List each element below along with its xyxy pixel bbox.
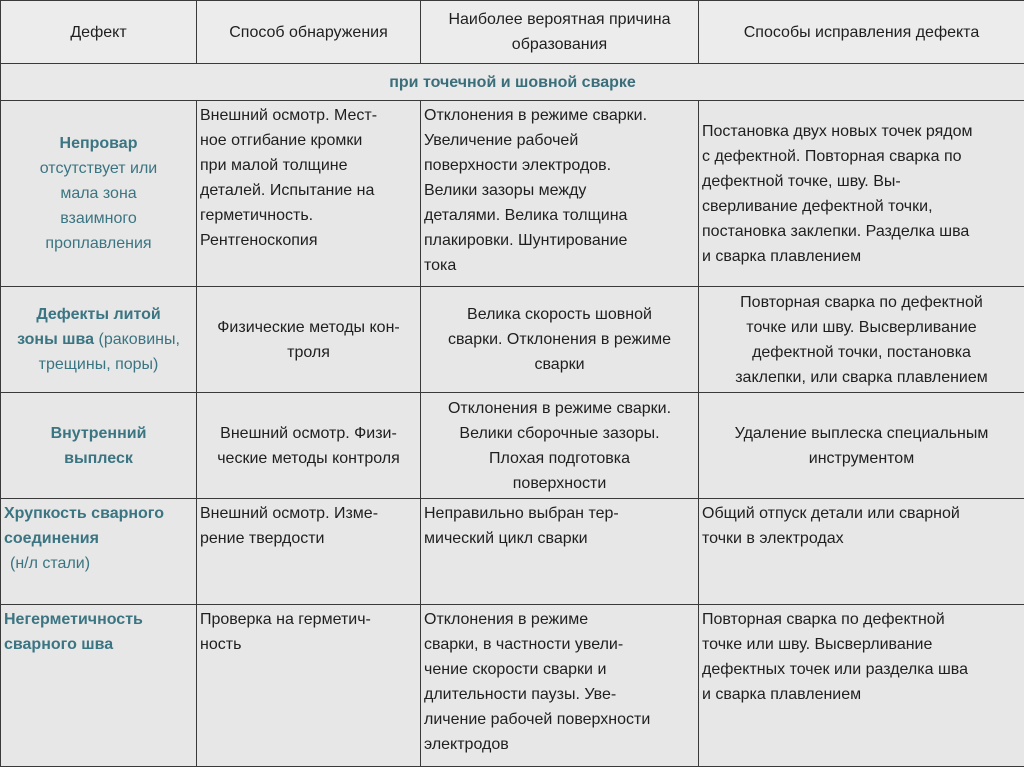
cause-cell: Отклонения в режиме сварки. Увеличение рабочей поверхности электродов. Велики зазоры между деталями. Велика толщина плакировки. Шунтирование тока [421, 101, 699, 287]
fix-cell: Повторная сварка по дефектной точке или шву. Высверливание дефектных точек или разделка шва и сварка плавлением [699, 605, 1024, 767]
header-fix: Способы исправления дефекта [699, 1, 1024, 64]
fix-cell: Повторная сварка по дефектной точке или шву. Высверливание дефектной точки, постановка заклепки, или сварка плавлением [699, 287, 1024, 393]
defect-cell [1, 605, 197, 767]
header-cause: Наиболее вероятная причина образования [421, 1, 699, 64]
table-row [1, 393, 1024, 499]
cause-cell: Неправильно выбран тер- мический цикл сварки [421, 499, 699, 605]
detection-cell: Физические методы кон- троля [197, 287, 421, 393]
fix-cell: Удаление выплеска специальным инструментом [699, 393, 1024, 499]
cause-cell: Велика скорость шовной сварки. Отклонения в режиме сварки [421, 287, 699, 393]
defect-cell [1, 287, 197, 393]
detection-cell: Внешний осмотр. Изме- рение твердости [197, 499, 421, 605]
header-defect: Дефект [1, 1, 197, 64]
defect-description: отсутствует или мала зона взаимного проплавления [39, 160, 158, 252]
defect-cell [1, 393, 197, 499]
section-row [1, 64, 1024, 101]
cause-cell: Отклонения в режиме сварки, в частности увели- чение скорости сварки и длительности паузы. Уве- личение рабочей поверхности электродов [421, 605, 699, 767]
cause-cell: Отклонения в режиме сварки. Велики сборочные зазоры. Плохая подготовка поверхности [421, 393, 699, 499]
defect-name: Дефекты литой зоны шва [17, 306, 161, 348]
table-row [1, 101, 1024, 287]
detection-cell: Внешний осмотр. Физи- ческие методы контроля [197, 393, 421, 499]
detection-cell: Проверка на герметич- ность [197, 605, 421, 767]
defect-name: Непровар [59, 135, 138, 152]
detection-cell: Внешний осмотр. Мест- ное отгибание кромки при малой толщине деталей. Испытание на герметичность. Рентгеноскопия [197, 101, 421, 287]
table-row [1, 605, 1024, 767]
defect-description: (раковины, трещины, поры) [38, 331, 180, 373]
defect-name: Негерметичность сварного шва [4, 611, 143, 653]
defect-cell [1, 499, 197, 605]
defect-name: Хрупкость сварного соединения [4, 505, 165, 547]
header-row [1, 1, 1024, 64]
defect-description: (н/л стали) [10, 555, 91, 572]
table-row [1, 287, 1024, 393]
fix-cell: Общий отпуск детали или сварной точки в электродах [699, 499, 1024, 605]
table-row [1, 499, 1024, 605]
fix-cell: Постановка двух новых точек рядом с дефектной. Повторная сварка по дефектной точке, шву. Вы- сверливание дефектной точки, постановка заклепки. Разделка шва и сварка плавлением [699, 101, 1024, 287]
header-detection: Способ обнаружения [197, 1, 421, 64]
defect-cell [1, 101, 197, 287]
section-title: при точечной и шовной сварке [1, 64, 1024, 101]
defect-name: Внутренний выплеск [50, 424, 147, 467]
